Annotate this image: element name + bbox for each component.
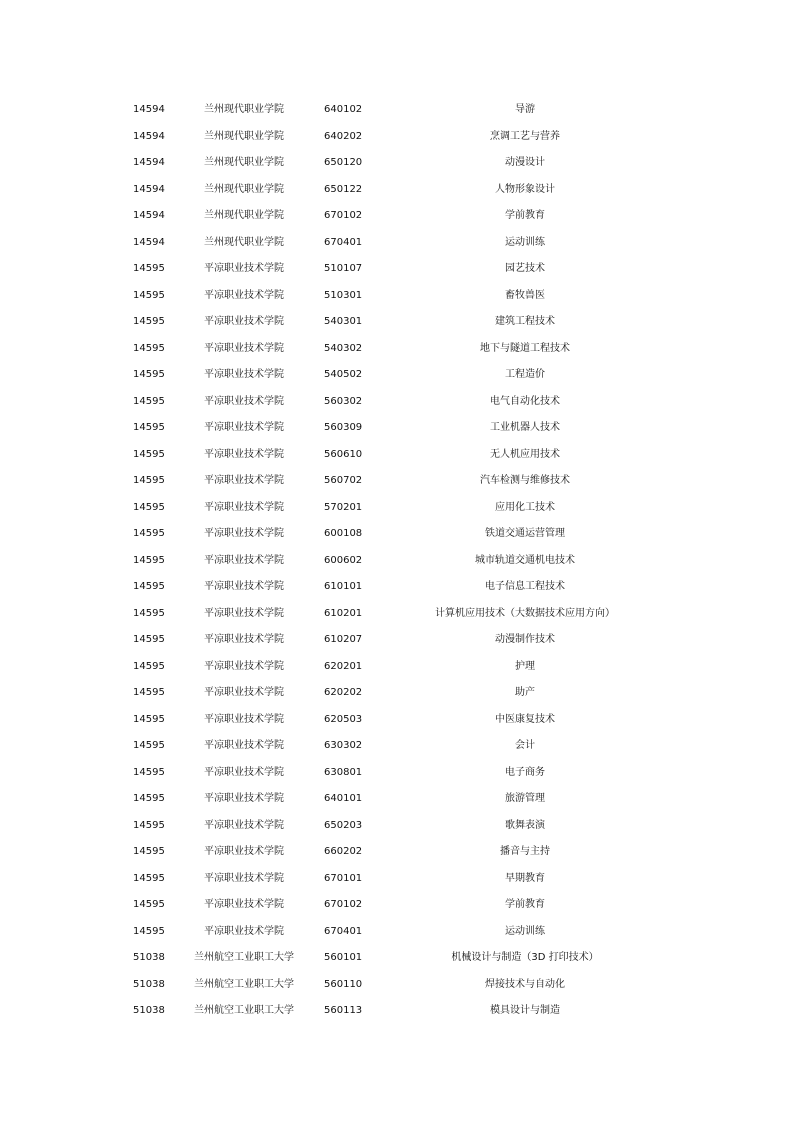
school-code-cell: 14595 <box>133 925 165 937</box>
major-code-cell: 510107 <box>324 263 363 274</box>
major-code-cell: 540502 <box>324 369 363 380</box>
table-row <box>0 362 794 389</box>
major-name-cell: 电子商务 <box>505 766 545 778</box>
school-code-cell: 14595 <box>133 475 165 486</box>
school-code-cell: 14595 <box>133 634 165 645</box>
major-name-cell: 汽车检测与维修技术 <box>480 475 570 486</box>
school-code-cell: 14594 <box>133 104 165 115</box>
major-code-cell: 670101 <box>324 872 363 884</box>
school-code-cell: 14595 <box>133 819 165 831</box>
school-name-cell: 兰州现代职业学院 <box>204 236 284 248</box>
major-name-cell: 地下与隧道工程技术 <box>480 342 570 354</box>
major-code-cell: 670102 <box>324 210 363 221</box>
major-name-cell: 学前教育 <box>505 210 545 221</box>
table-row <box>0 786 794 813</box>
school-name-cell: 兰州航空工业职工大学 <box>194 978 294 990</box>
table-row <box>0 495 794 522</box>
table-row <box>0 124 794 151</box>
major-code-cell: 640101 <box>324 793 363 804</box>
major-name-cell: 烹调工艺与营养 <box>490 130 560 142</box>
school-code-cell: 14595 <box>133 528 165 539</box>
major-name-cell: 工业机器人技术 <box>490 422 560 433</box>
table-row <box>0 389 794 416</box>
school-name-cell: 平凉职业技术学院 <box>204 660 284 672</box>
table-row <box>0 150 794 177</box>
major-code-cell: 610101 <box>324 581 363 592</box>
major-code-cell: 640202 <box>324 130 363 142</box>
school-name-cell: 平凉职业技术学院 <box>204 634 284 645</box>
table-row <box>0 707 794 734</box>
major-name-cell: 建筑工程技术 <box>495 316 555 327</box>
school-name-cell: 平凉职业技术学院 <box>204 687 284 698</box>
major-code-cell: 620503 <box>324 713 363 725</box>
major-code-cell: 610207 <box>324 634 363 645</box>
school-code-cell: 14595 <box>133 263 165 274</box>
school-name-cell: 平凉职业技术学院 <box>204 448 284 460</box>
school-code-cell: 14594 <box>133 157 165 168</box>
school-code-cell: 51038 <box>133 952 165 963</box>
school-code-cell: 14595 <box>133 687 165 698</box>
school-code-cell: 51038 <box>133 978 165 990</box>
school-name-cell: 平凉职业技术学院 <box>204 342 284 354</box>
school-code-cell: 14595 <box>133 289 165 301</box>
school-code-cell: 14595 <box>133 554 165 566</box>
table-row <box>0 892 794 919</box>
major-code-cell: 600602 <box>324 554 363 566</box>
school-code-cell: 51038 <box>133 1005 165 1016</box>
school-code-cell: 14595 <box>133 899 165 910</box>
school-code-cell: 14595 <box>133 501 165 513</box>
school-code-cell: 14595 <box>133 740 165 751</box>
school-code-cell: 14595 <box>133 448 165 460</box>
major-code-cell: 670102 <box>324 899 363 910</box>
school-name-cell: 平凉职业技术学院 <box>204 899 284 910</box>
major-name-cell: 导游 <box>515 104 535 115</box>
table-row <box>0 627 794 654</box>
major-name-cell: 播音与主持 <box>500 846 550 857</box>
major-name-cell: 模具设计与制造 <box>490 1005 560 1016</box>
table-row <box>0 521 794 548</box>
school-name-cell: 平凉职业技术学院 <box>204 766 284 778</box>
school-name-cell: 平凉职业技术学院 <box>204 501 284 513</box>
table-row <box>0 680 794 707</box>
table-row <box>0 654 794 681</box>
school-name-cell: 平凉职业技术学院 <box>204 395 284 407</box>
school-name-cell: 平凉职业技术学院 <box>204 581 284 592</box>
school-name-cell: 平凉职业技术学院 <box>204 316 284 327</box>
major-code-cell: 560610 <box>324 448 363 460</box>
major-code-cell: 670401 <box>324 236 363 248</box>
table-row <box>0 574 794 601</box>
school-code-cell: 14595 <box>133 713 165 725</box>
major-code-cell: 560302 <box>324 395 363 407</box>
school-name-cell: 平凉职业技术学院 <box>204 925 284 937</box>
major-code-cell: 670401 <box>324 925 363 937</box>
major-name-cell: 园艺技术 <box>505 263 545 274</box>
school-name-cell: 平凉职业技术学院 <box>204 369 284 380</box>
school-code-cell: 14594 <box>133 130 165 142</box>
table-row <box>0 998 794 1025</box>
table-row <box>0 97 794 124</box>
major-name-cell: 护理 <box>515 660 535 672</box>
table-row <box>0 283 794 310</box>
table-row <box>0 256 794 283</box>
major-name-cell: 应用化工技术 <box>495 501 555 513</box>
school-code-cell: 14595 <box>133 607 165 619</box>
major-name-cell: 会计 <box>515 740 535 751</box>
major-code-cell: 650122 <box>324 183 363 195</box>
major-name-cell: 运动训练 <box>505 236 545 248</box>
major-name-cell: 电子信息工程技术 <box>485 581 565 592</box>
major-name-cell: 机械设计与制造（3D 打印技术） <box>451 952 599 963</box>
table-row <box>0 442 794 469</box>
school-name-cell: 平凉职业技术学院 <box>204 872 284 884</box>
school-code-cell: 14595 <box>133 660 165 672</box>
school-name-cell: 平凉职业技术学院 <box>204 554 284 566</box>
major-code-cell: 640102 <box>324 104 363 115</box>
table-row <box>0 336 794 363</box>
major-name-cell: 动漫设计 <box>505 157 545 168</box>
school-name-cell: 平凉职业技术学院 <box>204 607 284 619</box>
school-name-cell: 平凉职业技术学院 <box>204 422 284 433</box>
major-name-cell: 运动训练 <box>505 925 545 937</box>
major-name-cell: 畜牧兽医 <box>505 289 545 301</box>
table-row <box>0 203 794 230</box>
major-code-cell: 630801 <box>324 766 363 778</box>
table-row <box>0 733 794 760</box>
major-name-cell: 学前教育 <box>505 899 545 910</box>
table-row <box>0 309 794 336</box>
table-row <box>0 866 794 893</box>
major-code-cell: 630302 <box>324 740 363 751</box>
major-name-cell: 铁道交通运营管理 <box>485 528 565 539</box>
school-name-cell: 兰州现代职业学院 <box>204 130 284 142</box>
school-name-cell: 兰州航空工业职工大学 <box>194 952 294 963</box>
school-name-cell: 平凉职业技术学院 <box>204 475 284 486</box>
school-name-cell: 兰州现代职业学院 <box>204 104 284 115</box>
table-row <box>0 919 794 946</box>
table-row <box>0 548 794 575</box>
major-name-cell: 焊接技术与自动化 <box>485 978 565 990</box>
major-name-cell: 计算机应用技术（大数据技术应用方向） <box>435 607 615 619</box>
school-code-cell: 14595 <box>133 872 165 884</box>
table-row <box>0 468 794 495</box>
major-name-cell: 助产 <box>515 687 535 698</box>
table-row <box>0 760 794 787</box>
major-name-cell: 早期教育 <box>505 872 545 884</box>
major-code-cell: 560309 <box>324 422 363 433</box>
table-row <box>0 813 794 840</box>
major-code-cell: 560110 <box>324 978 363 990</box>
school-code-cell: 14595 <box>133 369 165 380</box>
major-code-cell: 610201 <box>324 607 363 619</box>
table-row <box>0 230 794 257</box>
school-name-cell: 兰州现代职业学院 <box>204 183 284 195</box>
school-code-cell: 14595 <box>133 316 165 327</box>
school-code-cell: 14595 <box>133 793 165 804</box>
major-name-cell: 动漫制作技术 <box>495 634 555 645</box>
school-code-cell: 14594 <box>133 210 165 221</box>
table-row <box>0 972 794 999</box>
school-name-cell: 平凉职业技术学院 <box>204 819 284 831</box>
major-code-cell: 510301 <box>324 289 363 301</box>
table-row <box>0 945 794 972</box>
major-name-cell: 电气自动化技术 <box>490 395 560 407</box>
school-name-cell: 平凉职业技术学院 <box>204 263 284 274</box>
table-row <box>0 415 794 442</box>
table-row <box>0 601 794 628</box>
major-code-cell: 560702 <box>324 475 363 486</box>
major-code-cell: 650120 <box>324 157 363 168</box>
major-name-cell: 中医康复技术 <box>495 713 555 725</box>
school-code-cell: 14595 <box>133 422 165 433</box>
major-code-cell: 600108 <box>324 528 363 539</box>
major-code-cell: 560101 <box>324 952 363 963</box>
major-code-cell: 540301 <box>324 316 363 327</box>
major-code-cell: 540302 <box>324 342 363 354</box>
school-code-cell: 14595 <box>133 766 165 778</box>
school-name-cell: 兰州航空工业职工大学 <box>194 1005 294 1016</box>
school-name-cell: 平凉职业技术学院 <box>204 846 284 857</box>
school-code-cell: 14595 <box>133 581 165 592</box>
school-name-cell: 兰州现代职业学院 <box>204 157 284 168</box>
school-code-cell: 14595 <box>133 342 165 354</box>
major-name-cell: 旅游管理 <box>505 793 545 804</box>
major-code-cell: 660202 <box>324 846 363 857</box>
school-code-cell: 14595 <box>133 846 165 857</box>
school-name-cell: 平凉职业技术学院 <box>204 793 284 804</box>
school-code-cell: 14594 <box>133 183 165 195</box>
major-name-cell: 无人机应用技术 <box>490 448 560 460</box>
major-code-cell: 570201 <box>324 501 363 513</box>
school-name-cell: 平凉职业技术学院 <box>204 289 284 301</box>
major-code-cell: 620201 <box>324 660 363 672</box>
table-row <box>0 839 794 866</box>
major-name-cell: 工程造价 <box>505 369 545 380</box>
program-table <box>0 97 794 1025</box>
table-row <box>0 177 794 204</box>
major-name-cell: 歌舞表演 <box>505 819 545 831</box>
major-name-cell: 城市轨道交通机电技术 <box>475 554 575 566</box>
school-code-cell: 14595 <box>133 395 165 407</box>
school-name-cell: 平凉职业技术学院 <box>204 740 284 751</box>
school-name-cell: 兰州现代职业学院 <box>204 210 284 221</box>
major-code-cell: 620202 <box>324 687 363 698</box>
major-code-cell: 560113 <box>324 1005 363 1016</box>
school-name-cell: 平凉职业技术学院 <box>204 713 284 725</box>
school-code-cell: 14594 <box>133 236 165 248</box>
school-name-cell: 平凉职业技术学院 <box>204 528 284 539</box>
major-name-cell: 人物形象设计 <box>495 183 555 195</box>
major-code-cell: 650203 <box>324 819 363 831</box>
